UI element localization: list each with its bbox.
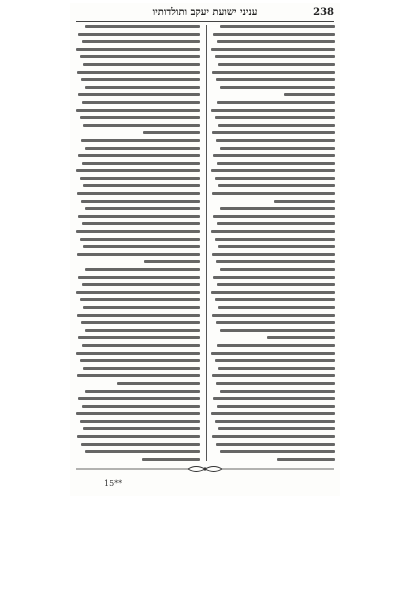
text-line xyxy=(143,131,200,134)
text-line xyxy=(76,169,200,172)
text-line xyxy=(85,86,200,89)
text-line xyxy=(211,109,335,112)
text-line xyxy=(82,344,200,347)
text-line xyxy=(85,268,200,271)
text-line xyxy=(211,48,335,51)
text-line xyxy=(216,78,335,81)
text-line xyxy=(78,397,200,400)
text-line xyxy=(76,48,200,51)
text-line xyxy=(77,192,200,195)
text-line xyxy=(80,238,200,241)
text-line xyxy=(213,215,335,218)
text-line xyxy=(78,276,200,279)
text-line xyxy=(85,25,200,28)
text-line xyxy=(215,298,335,301)
text-line xyxy=(212,71,335,74)
text-line xyxy=(218,245,335,248)
text-line xyxy=(216,321,335,324)
text-line xyxy=(216,260,335,263)
text-line xyxy=(217,222,335,225)
text-line xyxy=(211,169,335,172)
text-line xyxy=(82,101,200,104)
text-line xyxy=(218,63,335,66)
text-line xyxy=(216,443,335,446)
text-line xyxy=(83,245,200,248)
text-line xyxy=(218,367,335,370)
text-line xyxy=(80,177,200,180)
text-line xyxy=(215,420,335,423)
ornamental-rule xyxy=(76,465,334,473)
text-line xyxy=(76,230,200,233)
text-line xyxy=(81,139,200,142)
text-line xyxy=(220,25,335,28)
text-line xyxy=(217,40,335,43)
text-line xyxy=(211,291,335,294)
text-line xyxy=(211,412,335,415)
text-line xyxy=(82,40,200,43)
text-line xyxy=(215,177,335,180)
text-line xyxy=(220,329,335,332)
text-line xyxy=(78,93,200,96)
text-line xyxy=(76,291,200,294)
text-line xyxy=(220,268,335,271)
text-line xyxy=(76,109,200,112)
text-line xyxy=(213,397,335,400)
text-line xyxy=(80,116,200,119)
text-line xyxy=(81,321,200,324)
text-line xyxy=(277,458,335,461)
text-line xyxy=(212,131,335,134)
text-line xyxy=(211,352,335,355)
text-line xyxy=(220,450,335,453)
text-line xyxy=(267,336,335,339)
text-line xyxy=(82,405,200,408)
text-line xyxy=(215,238,335,241)
text-line xyxy=(83,184,200,187)
text-line xyxy=(220,207,335,210)
text-line xyxy=(218,124,335,127)
text-line xyxy=(220,147,335,150)
text-line xyxy=(212,192,335,195)
text-line xyxy=(217,405,335,408)
text-line xyxy=(212,314,335,317)
text-line xyxy=(80,55,200,58)
signature-mark: 15** xyxy=(104,479,123,488)
text-line xyxy=(82,222,200,225)
text-line xyxy=(216,139,335,142)
ornament-graphic xyxy=(76,465,334,473)
text-line xyxy=(284,93,335,96)
text-line xyxy=(215,359,335,362)
text-line xyxy=(78,336,200,339)
text-line xyxy=(213,154,335,157)
text-line xyxy=(77,374,200,377)
text-line xyxy=(85,329,200,332)
text-line xyxy=(76,412,200,415)
running-title: עניני ישועת יעקב ותולדותיו xyxy=(152,7,258,18)
text-line xyxy=(77,435,200,438)
text-line xyxy=(82,162,200,165)
column-divider xyxy=(206,25,207,461)
text-line xyxy=(83,63,200,66)
text-line xyxy=(85,147,200,150)
text-line xyxy=(83,306,200,309)
text-line xyxy=(83,427,200,430)
text-line xyxy=(213,276,335,279)
text-line xyxy=(144,260,200,263)
page-header xyxy=(70,7,340,21)
text-line xyxy=(212,374,335,377)
scanned-book-page xyxy=(70,3,340,496)
text-line xyxy=(216,382,335,385)
text-line xyxy=(220,390,335,393)
text-line xyxy=(85,390,200,393)
page-number: 238 xyxy=(313,7,334,18)
text-line xyxy=(77,71,200,74)
text-line xyxy=(218,427,335,430)
text-line xyxy=(213,33,335,36)
text-line xyxy=(217,101,335,104)
text-line xyxy=(80,420,200,423)
text-line xyxy=(212,435,335,438)
text-line xyxy=(218,184,335,187)
text-line xyxy=(142,458,200,461)
text-line xyxy=(212,253,335,256)
text-line xyxy=(78,33,200,36)
text-line xyxy=(274,200,335,203)
text-line xyxy=(80,298,200,301)
text-line xyxy=(78,154,200,157)
text-line xyxy=(83,367,200,370)
text-line xyxy=(82,283,200,286)
text-line xyxy=(78,215,200,218)
text-line xyxy=(81,78,200,81)
text-line xyxy=(211,230,335,233)
text-line xyxy=(77,253,200,256)
right-text-column xyxy=(211,25,335,461)
left-text-column xyxy=(76,25,200,461)
text-line xyxy=(217,344,335,347)
text-line xyxy=(215,116,335,119)
text-line xyxy=(220,86,335,89)
text-line xyxy=(85,207,200,210)
text-line xyxy=(217,162,335,165)
text-line xyxy=(215,55,335,58)
text-line xyxy=(83,124,200,127)
text-line xyxy=(81,443,200,446)
text-line xyxy=(81,200,200,203)
text-line xyxy=(85,450,200,453)
header-rule xyxy=(76,21,334,22)
text-line xyxy=(217,283,335,286)
text-line xyxy=(218,306,335,309)
text-line xyxy=(77,314,200,317)
text-line xyxy=(80,359,200,362)
text-line xyxy=(76,352,200,355)
text-line xyxy=(117,382,200,385)
